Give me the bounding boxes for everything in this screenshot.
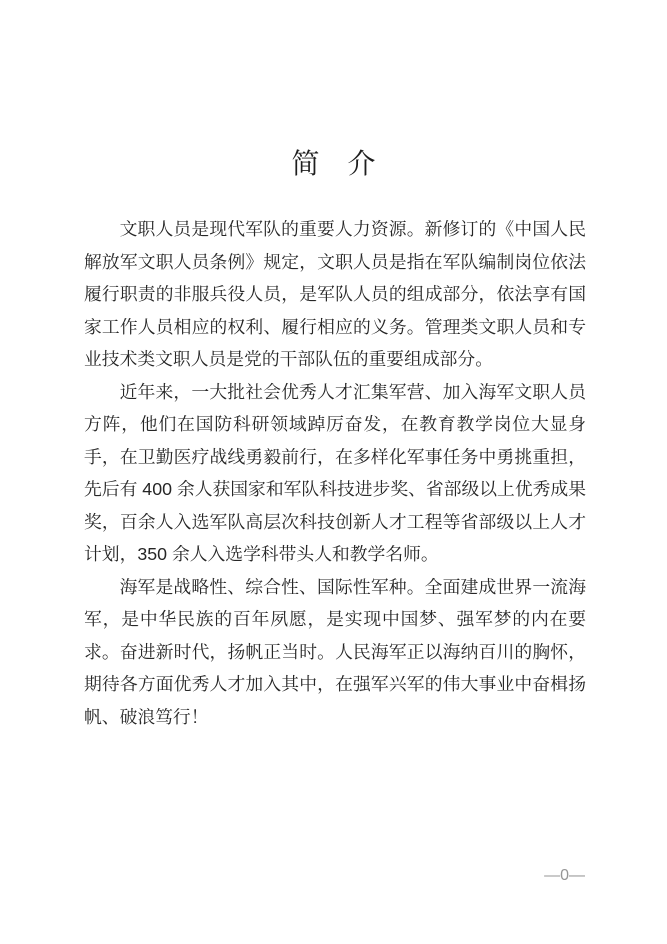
page-number: —0— (544, 867, 585, 884)
page-title: 简 介 (291, 148, 376, 179)
paragraph-achievements: 近年来，一大批社会优秀人才汇集军营、加入海军文职人员方阵，他们在国防科研领域踔厉奋发，在教育教学岗位大显身手，在卫勤医疗战线勇毅前行，在多样化军事任务中勇挑重担，先后有 400 余人获国家和军队科技进步奖、省部级以上优秀成果奖，百余人入选军队高层次科技创新人才工程等省部级以上人才计划，350 余人入选学科带头人和教学名师。 (84, 381, 586, 564)
paragraph-navy-vision: 海军是战略性、综合性、国际性军种。全面建成世界一流海军，是中华民族的百年夙愿，是实现中国梦、强军梦的内在要求。奋进新时代，扬帆正当时。人民海军正以海纳百川的胸怀，期待各方面优秀人才加入其中，在强军兴军的伟大事业中奋楫扬帆、破浪笃行！ (84, 576, 586, 727)
document-body (84, 213, 586, 733)
paragraph-intro: 文职人员是现代军队的重要人力资源。新修订的《中国人民解放军文职人员条例》规定，文职人员是指在军队编制岗位依法履行职责的非服兵役人员，是军队人员的组成部分，依法享有国家工作人员相应的权利、履行相应的义务。管理类文职人员和专业技术类文职人员是党的干部队伍的重要组成部分。 (84, 219, 586, 369)
